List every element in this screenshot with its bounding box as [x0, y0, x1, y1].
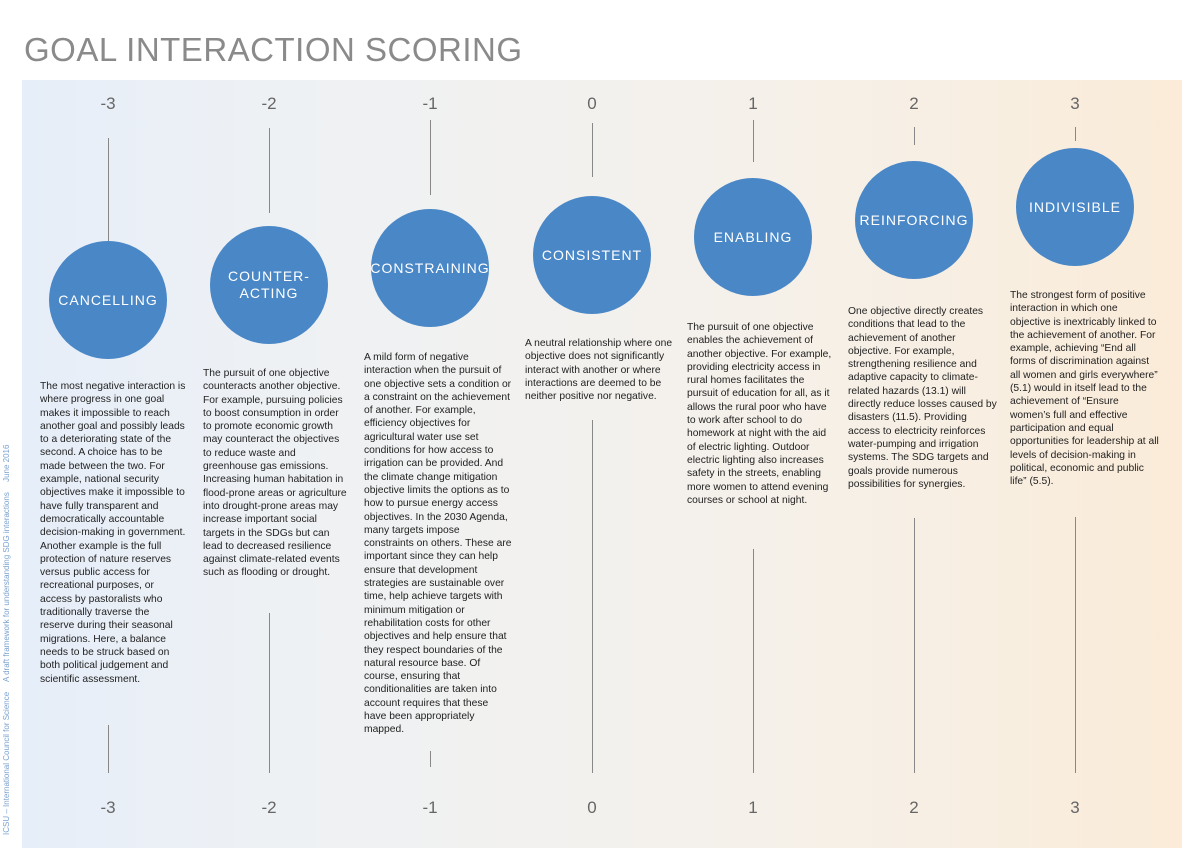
connector-line	[269, 613, 270, 773]
score-top: 1	[748, 94, 758, 113]
interaction-description: The most negative interaction is where progress in one goal makes it impossible to reach another goal and possibly leads to a deteriorating state of the second. A choice has to be made between the two. For example, national security objectives make it impossible to have fully transparent and democratically accountable decision-making in government. Another example is the full protection of nature reserves versus public access for recreational purposes, or access by pastoralists who traditionally traverse the reserve during their seasonal migrations. Here, a balance needs to be struck based on both political judgement and scientific assessment.	[40, 381, 186, 685]
score-top: -2	[261, 94, 277, 113]
scoring-panel	[22, 80, 1182, 848]
connector-line	[592, 420, 593, 773]
interaction-circle	[694, 178, 812, 296]
interaction-circle	[533, 196, 651, 314]
score-top: -3	[100, 94, 116, 113]
sidebar-subtitle: A draft framework for understanding SDG interactions	[2, 492, 11, 683]
sidebar-credits	[2, 437, 12, 835]
interaction-description: A mild form of negative interaction when the pursuit of one objective sets a condition or a constraint on the achievement of another. For example, efficiency objectives for agricultural water use set conditions for how access to irrigation can be provided. And the climate change mitigation objective limits the options as to how to pursue energy access objectives. In the 2030 Agenda, many targets impose constraints on others. These are important since they can help ensure that development strategies are sustainable over time, help achieve targets with minimum mitigation or rehabilitation costs for other objectives and help ensure that they respect boundaries of the natural resource base. Of course, ensuring that conditionalities are taken into account requires that these have been appropriately mapped.	[364, 352, 512, 736]
score-bottom: 1	[748, 798, 758, 817]
score-bottom: 0	[587, 798, 597, 817]
connector-line	[592, 123, 593, 177]
interaction-label: CANCELLING	[58, 291, 158, 308]
interaction-description: The strongest form of positive interaction in which one objective is inextricably linked to the achievement of another. For example, achieving “End all forms of discrimination against all women and girls everywhere” (5.1) would in itself lead to the achievement of “Ensure women’s full and effective participation and equal opportunities for leadership at all levels of decision-making in political, economic and public life” (5.5).	[1010, 290, 1159, 488]
interaction-circle	[210, 226, 328, 344]
sidebar-date: June 2016	[2, 444, 11, 482]
score-top: 2	[909, 94, 919, 113]
interaction-circle	[1016, 148, 1134, 266]
interaction-circle	[371, 209, 489, 327]
interaction-circle	[855, 161, 973, 279]
interaction-label: COUNTER- ACTING	[228, 268, 310, 301]
interaction-description: The pursuit of one objective counteracts another objective. For example, pursuing policies to boost consumption in order to promote economic growth may counteract the objectives to reduce waste and greenhouse gas emissions. Increasing human habitation in flood-prone areas or agriculture into drought-prone areas may increase important social targets in the SDGs but can lead to decreased resilience against climate-related events such as flooding or drought.	[203, 368, 347, 579]
connector-line	[753, 120, 754, 162]
interaction-description: The pursuit of one objective enables the achievement of another objective. For example, providing electricity access in rural homes facilitates the pursuit of education for all, as it allows the rural poor who have to work after school to do homework at night with the aid of electric lighting. Outdoor electric lighting also increases safety in the streets, enabling more women to attend evening courses or school at night.	[687, 322, 832, 506]
page-title: GOAL INTERACTION SCORING	[24, 31, 523, 68]
score-bottom: 3	[1070, 798, 1080, 817]
connector-line	[430, 751, 431, 767]
score-top: -1	[422, 94, 438, 113]
score-bottom: -3	[100, 798, 116, 817]
interaction-description: A neutral relationship where one objective does not significantly interact with another or where interactions are deemed to be neither positive nor negative.	[525, 338, 673, 403]
connector-line	[430, 120, 431, 195]
interaction-label: INDIVISIBLE	[1029, 198, 1121, 215]
connector-line	[914, 127, 915, 145]
interaction-description: One objective directly creates conditions that lead to the achievement of another objective. For example, strengthening resilience and adaptive capacity to climate-related hazards (13.1) will directly reduce losses caused by disasters (11.5). Providing access to electricity reinforces water-pumping and irrigation systems. The SDG targets and goals provide numerous possibilities for synergies.	[848, 306, 997, 490]
score-bottom: -2	[261, 798, 277, 817]
connector-line	[269, 128, 270, 213]
interaction-circle	[49, 241, 167, 359]
connector-line	[108, 138, 109, 256]
interaction-label: REINFORCING	[859, 211, 969, 228]
interaction-label: CONSISTENT	[541, 246, 643, 263]
interaction-label: CONSTRAINING	[370, 259, 490, 276]
score-top: 0	[587, 94, 597, 113]
interaction-label: ENABLING	[713, 228, 793, 245]
score-bottom: 2	[909, 798, 919, 817]
connector-line	[914, 518, 915, 773]
connector-line	[753, 549, 754, 773]
connector-line	[1075, 127, 1076, 141]
score-top: 3	[1070, 94, 1080, 113]
connector-line	[1075, 517, 1076, 773]
score-bottom: -1	[422, 798, 438, 817]
connector-line	[108, 725, 109, 773]
sidebar-org: ICSU – International Council for Science	[2, 691, 11, 835]
